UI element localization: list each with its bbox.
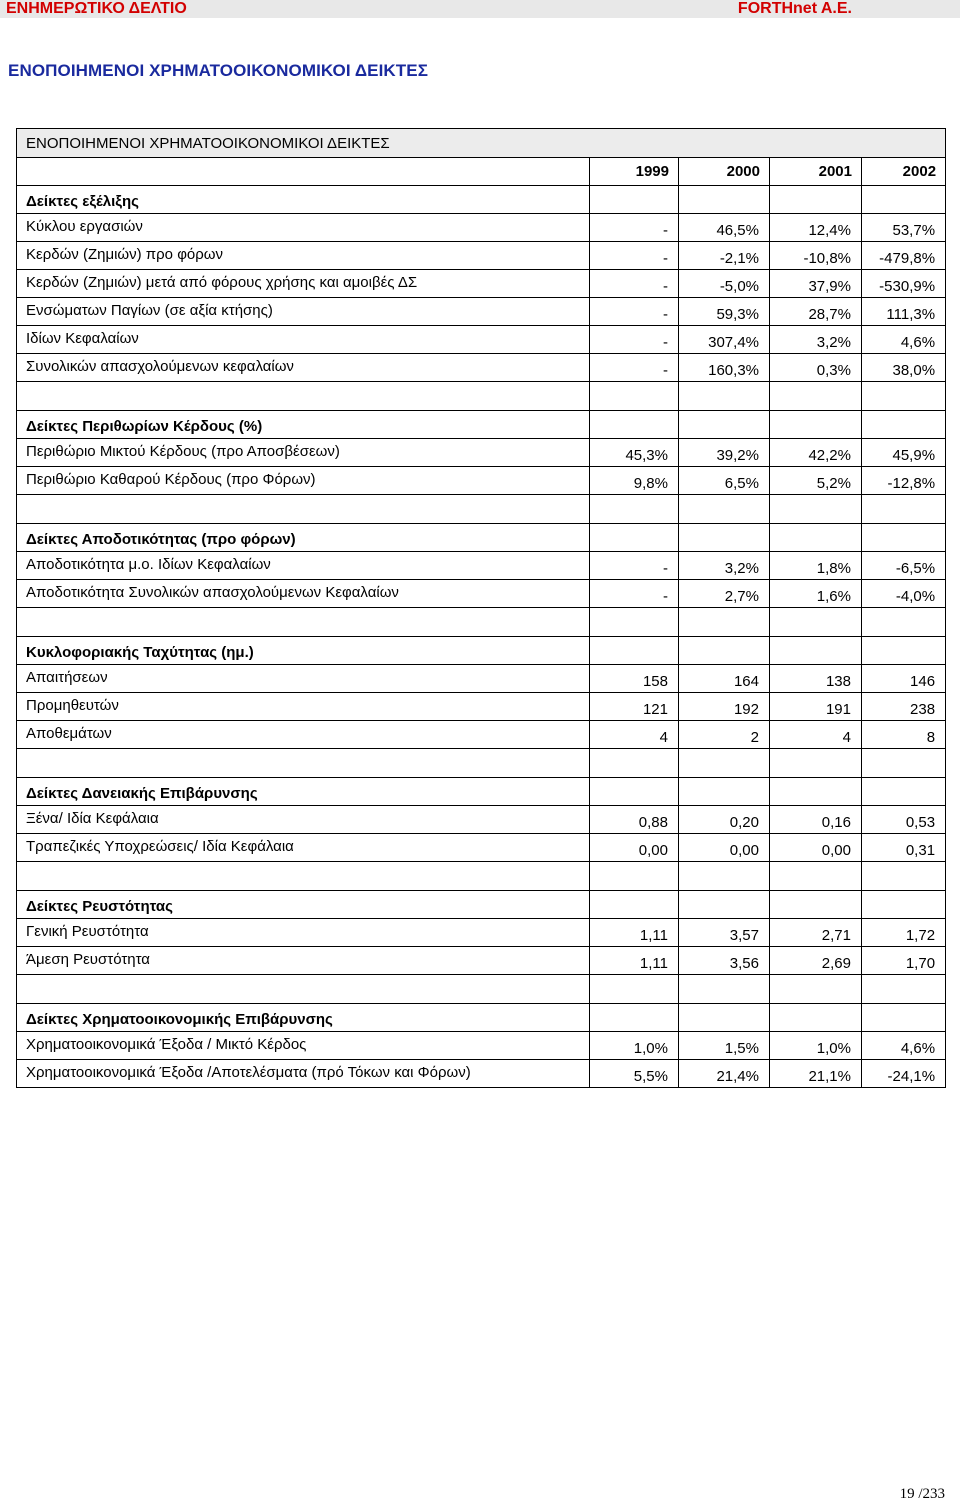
value-cell: 121 — [590, 693, 679, 721]
spacer-cell — [679, 608, 770, 637]
spacer-cell — [679, 749, 770, 778]
section-header-row — [17, 1004, 946, 1032]
row-label: Ενσώματων Παγίων (σε αξία κτήσης) — [17, 298, 590, 326]
section-header-empty — [679, 1004, 770, 1032]
table-row — [17, 806, 946, 834]
table-title-row — [17, 129, 946, 158]
table-row — [17, 721, 946, 749]
spacer-cell — [679, 975, 770, 1004]
value-cell: 37,9% — [770, 270, 862, 298]
value-cell: 3,57 — [679, 919, 770, 947]
table-row — [17, 354, 946, 382]
spacer-row — [17, 608, 946, 637]
table-row — [17, 298, 946, 326]
value-cell: - — [590, 242, 679, 270]
value-cell: 1,5% — [679, 1032, 770, 1060]
spacer-cell — [679, 495, 770, 524]
table-row — [17, 919, 946, 947]
spacer-cell — [770, 862, 862, 891]
spacer-row — [17, 862, 946, 891]
value-cell: 5,2% — [770, 467, 862, 495]
value-cell: 158 — [590, 665, 679, 693]
years-header-row — [17, 158, 946, 186]
spacer-row — [17, 749, 946, 778]
table-body — [17, 129, 946, 1088]
section-header-empty — [770, 524, 862, 552]
value-cell: 1,0% — [590, 1032, 679, 1060]
value-cell: 2,71 — [770, 919, 862, 947]
value-cell: 4,6% — [862, 326, 946, 354]
spacer-cell — [590, 975, 679, 1004]
row-label: Γενική Ρευστότητα — [17, 919, 590, 947]
spacer-cell — [862, 862, 946, 891]
spacer-cell — [862, 495, 946, 524]
section-header-empty — [770, 778, 862, 806]
spacer-cell — [770, 749, 862, 778]
section-header-row — [17, 778, 946, 806]
spacer-cell — [862, 382, 946, 411]
value-cell: 21,1% — [770, 1060, 862, 1088]
value-cell: -4,0% — [862, 580, 946, 608]
value-cell: 5,5% — [590, 1060, 679, 1088]
spacer-cell — [679, 862, 770, 891]
section-header-empty — [770, 1004, 862, 1032]
table-row — [17, 834, 946, 862]
spacer-cell — [590, 495, 679, 524]
section-header-empty — [862, 891, 946, 919]
spacer-cell — [590, 608, 679, 637]
value-cell: 42,2% — [770, 439, 862, 467]
row-label: Κύκλου εργασιών — [17, 214, 590, 242]
spacer-cell — [17, 749, 590, 778]
section-header-empty — [590, 891, 679, 919]
section-header-empty — [590, 778, 679, 806]
value-cell: 192 — [679, 693, 770, 721]
value-cell: 0,00 — [770, 834, 862, 862]
value-cell: - — [590, 354, 679, 382]
section-header-row — [17, 411, 946, 439]
section-header-row — [17, 186, 946, 214]
section-header-empty — [862, 411, 946, 439]
value-cell: 2 — [679, 721, 770, 749]
value-cell: 28,7% — [770, 298, 862, 326]
value-cell: 1,72 — [862, 919, 946, 947]
row-label: Αποδοτικότητα Συνολικών απασχολούμενων Κεφαλαίων — [17, 580, 590, 608]
row-label: Άμεση Ρευστότητα — [17, 947, 590, 975]
row-label: Προμηθευτών — [17, 693, 590, 721]
year-header: 1999 — [590, 158, 679, 186]
value-cell: - — [590, 326, 679, 354]
value-cell: 4,6% — [862, 1032, 946, 1060]
spacer-cell — [770, 495, 862, 524]
value-cell: 46,5% — [679, 214, 770, 242]
value-cell: 1,0% — [770, 1032, 862, 1060]
value-cell: 45,3% — [590, 439, 679, 467]
value-cell: 160,3% — [679, 354, 770, 382]
section-title: Δείκτες Ρευστότητας — [17, 891, 590, 919]
section-header-empty — [770, 637, 862, 665]
value-cell: 0,00 — [590, 834, 679, 862]
value-cell: 0,16 — [770, 806, 862, 834]
value-cell: 1,70 — [862, 947, 946, 975]
section-header-empty — [770, 186, 862, 214]
spacer-cell — [770, 608, 862, 637]
row-label: Τραπεζικές Υποχρεώσεις/ Ιδία Κεφάλαια — [17, 834, 590, 862]
row-label: Απαιτήσεων — [17, 665, 590, 693]
value-cell: 8 — [862, 721, 946, 749]
section-header-empty — [862, 778, 946, 806]
value-cell: 0,88 — [590, 806, 679, 834]
row-label: Αποθεμάτων — [17, 721, 590, 749]
value-cell: 45,9% — [862, 439, 946, 467]
value-cell: -530,9% — [862, 270, 946, 298]
value-cell: 1,11 — [590, 947, 679, 975]
value-cell: 146 — [862, 665, 946, 693]
row-label: Αποδοτικότητα μ.ο. Ιδίων Κεφαλαίων — [17, 552, 590, 580]
value-cell: 21,4% — [679, 1060, 770, 1088]
value-cell: -24,1% — [862, 1060, 946, 1088]
value-cell: 0,20 — [679, 806, 770, 834]
section-header-empty — [590, 524, 679, 552]
spacer-cell — [862, 608, 946, 637]
value-cell: 4 — [770, 721, 862, 749]
value-cell: 1,11 — [590, 919, 679, 947]
spacer-cell — [770, 382, 862, 411]
row-label: Ξένα/ Ιδία Κεφάλαια — [17, 806, 590, 834]
section-header-empty — [679, 411, 770, 439]
section-title: Δείκτες Χρηματοοικονομικής Επιβάρυνσης — [17, 1004, 590, 1032]
value-cell: -2,1% — [679, 242, 770, 270]
spacer-cell — [590, 382, 679, 411]
section-header-empty — [862, 1004, 946, 1032]
value-cell: 59,3% — [679, 298, 770, 326]
row-label: Χρηματοοικονομικά Έξοδα /Αποτελέσματα (πρό Τόκων και Φόρων) — [17, 1060, 590, 1088]
spacer-cell — [862, 749, 946, 778]
value-cell: -10,8% — [770, 242, 862, 270]
section-header-empty — [679, 778, 770, 806]
table-row — [17, 947, 946, 975]
year-header: 2002 — [862, 158, 946, 186]
page-title: ΕΝΟΠΟΙΗΜΕΝΟΙ ΧΡΗΜΑΤΟΟΙΚΟΝΟΜΙΚΟΙ ΔΕΙΚΤΕΣ — [8, 61, 429, 80]
row-label: Κερδών (Ζημιών) προ φόρων — [17, 242, 590, 270]
section-header-empty — [679, 891, 770, 919]
row-label: Περιθώριο Μικτού Κέρδους (προ Αποσβέσεων) — [17, 439, 590, 467]
spacer-cell — [862, 975, 946, 1004]
section-header-empty — [770, 411, 862, 439]
section-header-row — [17, 524, 946, 552]
value-cell: -6,5% — [862, 552, 946, 580]
spacer-row — [17, 975, 946, 1004]
value-cell: - — [590, 270, 679, 298]
header-right-company: FORTHnet A.E. — [737, 0, 852, 17]
value-cell: 138 — [770, 665, 862, 693]
value-cell: 39,2% — [679, 439, 770, 467]
section-header-empty — [862, 186, 946, 214]
value-cell: 12,4% — [770, 214, 862, 242]
spacer-cell — [590, 862, 679, 891]
spacer-cell — [17, 608, 590, 637]
year-header: 2001 — [770, 158, 862, 186]
table-row — [17, 580, 946, 608]
row-label: Χρηματοοικονομικά Έξοδα / Μικτό Κέρδος — [17, 1032, 590, 1060]
year-header: 2000 — [679, 158, 770, 186]
value-cell: 191 — [770, 693, 862, 721]
value-cell: - — [590, 552, 679, 580]
table-row — [17, 552, 946, 580]
row-label: Κερδών (Ζημιών) μετά από φόρους χρήσης και αμοιβές ΔΣ — [17, 270, 590, 298]
value-cell: 53,7% — [862, 214, 946, 242]
header-left-title: ΕΝΗΜΕΡΩΤΙΚΟ ΔΕΛΤΙΟ — [6, 0, 187, 17]
table-row — [17, 326, 946, 354]
value-cell: 1,8% — [770, 552, 862, 580]
value-cell: 0,00 — [679, 834, 770, 862]
value-cell: 38,0% — [862, 354, 946, 382]
section-header-empty — [590, 637, 679, 665]
table-row — [17, 439, 946, 467]
value-cell: - — [590, 580, 679, 608]
value-cell: 3,2% — [679, 552, 770, 580]
value-cell: 238 — [862, 693, 946, 721]
table-row — [17, 1060, 946, 1088]
row-label: Περιθώριο Καθαρού Κέρδους (προ Φόρων) — [17, 467, 590, 495]
value-cell: 3,2% — [770, 326, 862, 354]
value-cell: 111,3% — [862, 298, 946, 326]
value-cell: 2,7% — [679, 580, 770, 608]
table-title: ΕΝΟΠΟΙΗΜΕΝΟΙ ΧΡΗΜΑΤΟΟΙΚΟΝΟΜΙΚΟΙ ΔΕΙΚΤΕΣ — [17, 129, 946, 158]
table-row — [17, 467, 946, 495]
value-cell: 0,53 — [862, 806, 946, 834]
table-row — [17, 214, 946, 242]
section-header-empty — [590, 1004, 679, 1032]
value-cell: 4 — [590, 721, 679, 749]
table-row — [17, 242, 946, 270]
value-cell: 3,56 — [679, 947, 770, 975]
table-row — [17, 665, 946, 693]
value-cell: 2,69 — [770, 947, 862, 975]
value-cell: 1,6% — [770, 580, 862, 608]
value-cell: - — [590, 214, 679, 242]
section-title: Κυκλοφοριακής Ταχύτητας (ημ.) — [17, 637, 590, 665]
spacer-cell — [17, 495, 590, 524]
section-header-row — [17, 891, 946, 919]
spacer-cell — [17, 975, 590, 1004]
table-row — [17, 270, 946, 298]
spacer-cell — [679, 382, 770, 411]
table-row — [17, 693, 946, 721]
financial-ratios-table — [16, 128, 946, 1088]
section-header-row — [17, 637, 946, 665]
value-cell: 307,4% — [679, 326, 770, 354]
section-header-empty — [862, 524, 946, 552]
value-cell: 0,3% — [770, 354, 862, 382]
spacer-cell — [770, 975, 862, 1004]
table-row — [17, 1032, 946, 1060]
row-label: Συνολικών απασχολούμενων κεφαλαίων — [17, 354, 590, 382]
value-cell: 164 — [679, 665, 770, 693]
value-cell: -12,8% — [862, 467, 946, 495]
spacer-row — [17, 495, 946, 524]
spacer-row — [17, 382, 946, 411]
value-cell: 9,8% — [590, 467, 679, 495]
value-cell: -479,8% — [862, 242, 946, 270]
section-title: Δείκτες εξέλιξης — [17, 186, 590, 214]
section-header-empty — [679, 524, 770, 552]
spacer-cell — [590, 749, 679, 778]
years-header-empty — [17, 158, 590, 186]
document-header — [0, 0, 960, 18]
section-header-empty — [679, 186, 770, 214]
section-header-empty — [862, 637, 946, 665]
spacer-cell — [17, 862, 590, 891]
value-cell: - — [590, 298, 679, 326]
section-title: Δείκτες Περιθωρίων Κέρδους (%) — [17, 411, 590, 439]
value-cell: 6,5% — [679, 467, 770, 495]
section-header-empty — [590, 186, 679, 214]
row-label: Ιδίων Κεφαλαίων — [17, 326, 590, 354]
section-header-empty — [770, 891, 862, 919]
page-number: 19 /233 — [899, 1486, 945, 1502]
value-cell: 0,31 — [862, 834, 946, 862]
section-header-empty — [590, 411, 679, 439]
value-cell: -5,0% — [679, 270, 770, 298]
section-title: Δείκτες Δανειακής Επιβάρυνσης — [17, 778, 590, 806]
section-header-empty — [679, 637, 770, 665]
spacer-cell — [17, 382, 590, 411]
section-title: Δείκτες Αποδοτικότητας (προ φόρων) — [17, 524, 590, 552]
